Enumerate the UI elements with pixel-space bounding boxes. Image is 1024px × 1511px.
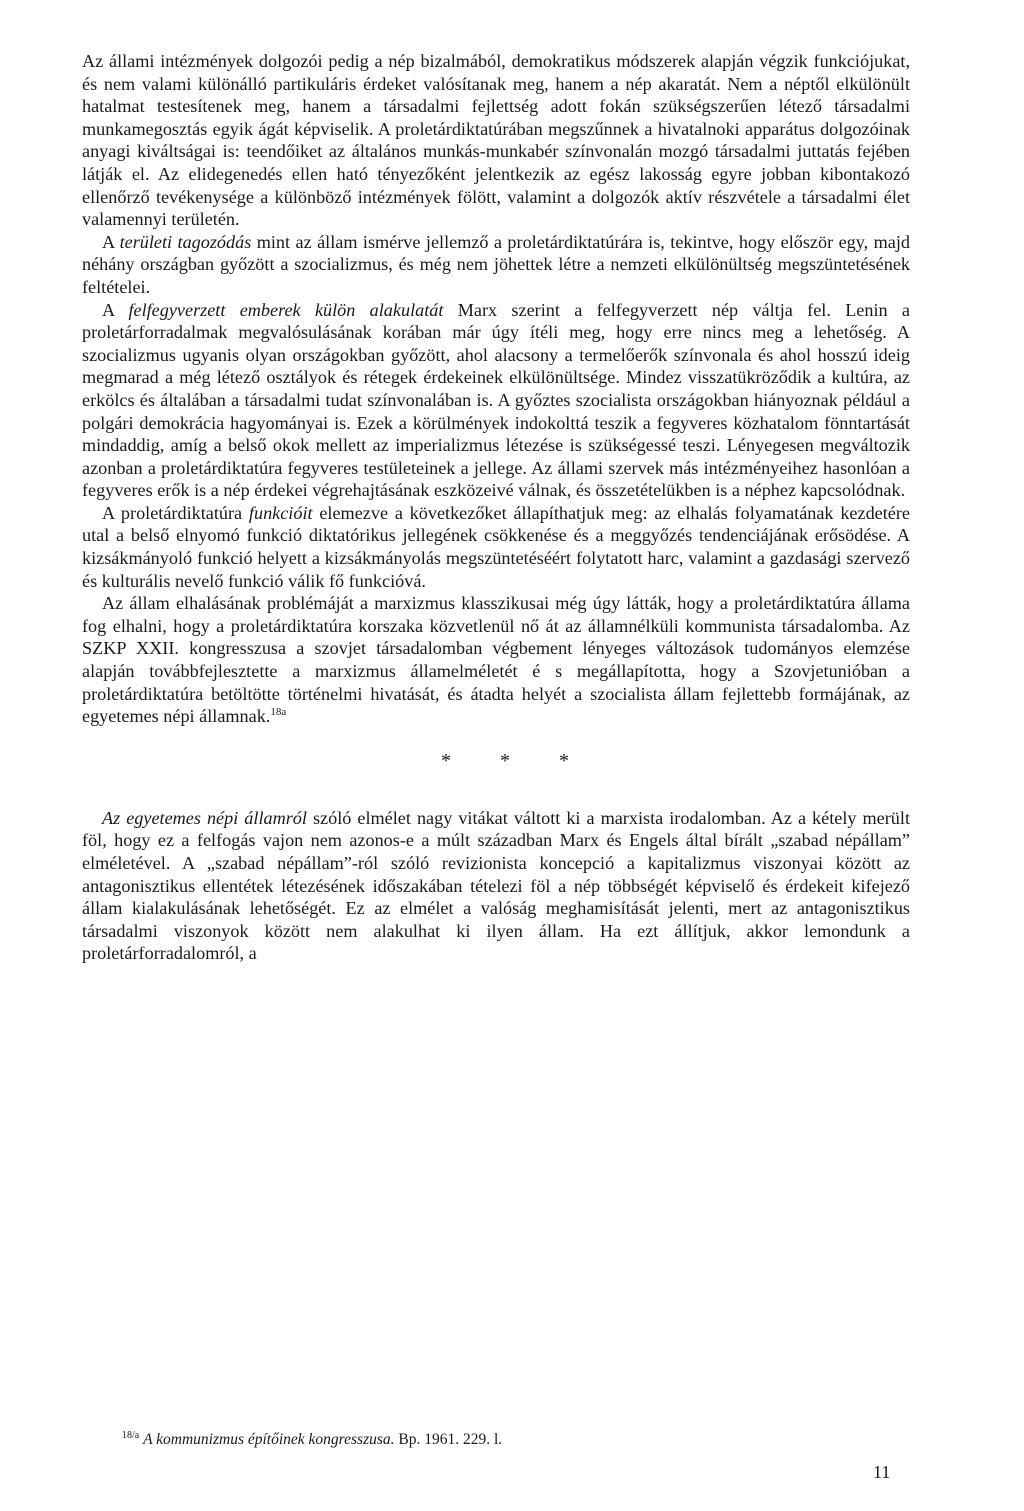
footnote [122,1430,502,1450]
paragraph-p2 [82,231,910,299]
footnote-title: A kommunizmus építőinek kongresszusa. [143,1431,395,1448]
paragraph-text: Az állami intézmények dolgozói pedig a nép bizalmából, demokratikus módszerek alapján végzik funkciójukat, és nem valami különálló partikuláris érdeket valósítanak meg, hanem a nép akaratát. Nem a néptől elkülönült hatalmat testesítenek meg, hanem a társadalmi fejlettség adott fokán szükségszerűen létező társadalmi munkamegosztás egyik ágát képviselik. A proletárdiktatúrában megszűnnek a hivatalnoki apparátus dolgozóinak anyagi kiváltságai is: teendőiket az általános munkás-munkabér színvonalán mozgó társadalmi juttatás fejében látják el. Az elidegenedés ellen ható tényezőként jelentkezik az egész lakosság egyre jobban kibontakozó ellenőrző tevékenysége a különböző intézmények fölött, valamint a dolgozók aktív részvétele a társadalmi élet valamennyi területén. [82,51,910,230]
section-separator: * * * [441,749,591,772]
paragraph-p3 [82,299,910,502]
emphasized-term: felfegyverzett emberek külön alakulatát [128,299,444,320]
emphasized-term: funkcióit [248,502,313,523]
emphasized-term: területi tagozódás [119,231,252,252]
page-number: 11 [873,1462,891,1482]
paragraph-p6 [82,807,910,965]
text-block-main [82,50,910,728]
footnote-reference: 18a [270,706,287,719]
paragraph-text: elemezve a következőket állapíthatjuk meg: az elhalás folyamatának kezdetére utal a belső elnyomó funkció diktatórikus jellegének csökkenése és a meggyőzés tendenciájának erősödése. A kizsákmányoló funkció helyett a kizsákmányolás megszüntetéséért folytatott harc, valamint a gazdasági szervező és kulturális nevelő funkció válik fő funkcióvá. [82,502,910,591]
paragraph-text: mint az állam ismérve jellemző a proletárdiktatúrára is, tekintve, hogy először egy, majd néhány országban győzött a szocializmus, és még nem jöhettek létre a nemzeti elkülönültség megszüntetésének feltételei. [82,231,910,297]
paragraph-text: A [102,299,129,320]
page-body [82,50,910,965]
footnote-citation: Bp. 1961. 229. l. [394,1431,503,1448]
paragraph-p1 [82,50,910,231]
emphasized-term: Az egyetemes népi államról [102,807,307,828]
paragraph-p5 [82,592,910,728]
paragraph-text: A proletárdiktatúra [102,502,249,523]
paragraph-text: A [102,231,120,252]
paragraph-text: szóló elmélet nagy vitákat váltott ki a marxista irodalomban. Az a kétely merült föl, hogy ez a felfogás vajon nem azonos-e a múlt században Marx és Engels által bírált „szabad népállam” elméletével. A „szabad népállam”-ról szóló revizionista koncepció a kapitalizmus viszonyai között az antagonisztikus ellentétek létezésének időszakában tételezi föl a nép többségét képviselő és érdekeit kifejező állam kialakulásának lehetőségét. Ez az elmélet a valóság meghamisítását jelenti, mert az antagonisztikus társadalmi viszonyok között nem alakulhat ki ilyen állam. Ha ezt állítjuk, akkor lemondunk a proletárforradalomról, a [82,807,910,964]
paragraph-p4 [82,502,910,592]
text-block-after-separator [82,807,910,965]
paragraph-text: Marx szerint a felfegyverzett nép váltja fel. Lenin a proletárforradalmak megvalósulásának korában már úgy ítéli meg, hogy erre nincs meg a lehetőség. A szocializmus ugyanis olyan országokban győzött, ahol alacsony a termelőerők színvonala és ahol hosszú ideig megmarad a még létező osztályok és rétegek érdekeinek elkülönültsége. Mindez visszatükröződik a kultúra, az erkölcs és általában a társadalmi tudat színvonalában is. A győztes szocialista országokban hiányoznak például a polgári demokrácia hagyományai is. Ezek a körülmények indokolttá teszik a fegyveres közhatalom fönntartását mindaddig, amíg a belső okok mellett az imperializmus létezése is szükségessé teszi. Lényegesen megváltozik azonban a proletárdiktatúra fegyveres testületeinek a jellege. Az állami szervek más intézményeihez hasonlóan a fegyveres erők is a nép érdekei végrehajtásának eszközeivé válnak, és összetételükben is a néphez kapcsolódnak. [82,299,911,501]
paragraph-text: Az állam elhalásának problémáját a marxizmus klasszikusai még úgy látták, hogy a proletárdiktatúra állama fog elhalni, hogy a proletárdiktatúra korszaka közvetlenül nő át az államnélküli kommunista társadalomba. Az SZKP XXII. kongresszusa a szovjet társadalomban végbement lényeges változások tudományos elemzése alapján továbbfejlesztette a marxizmus államelméletét é s megállapította, hogy a Szovjetunióban a proletárdiktatúra betöltötte történelmi hivatását, és átadta helyét a szocialista állam fejlettebb formájának, az egyetemes népi államnak. [82,593,910,727]
footnote-mark: 18/a [122,1429,140,1441]
